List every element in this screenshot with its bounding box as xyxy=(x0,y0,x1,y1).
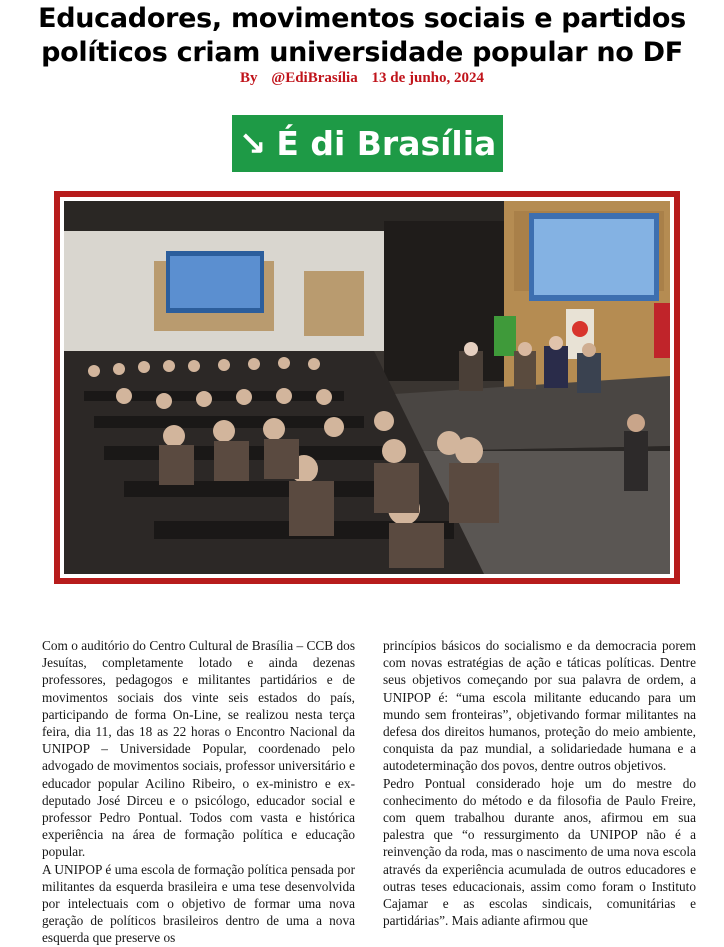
byline-prefix: By xyxy=(239,70,258,86)
paragraph: princípios básicos do socialismo e da democracia porem com novas estratégias de ação e táticas políticas. Dentre seus objetivos começando por sua palavra de ordem, a UNIPOP é: “uma escola militante educando para um mundo sem fronteiras”, objetivando formar militantes na defesa dos direitos humanos, proteção do meio ambiente, conquista da paz mundial, a solidariedade humana e a autodeterminação dos povos, dentre outros objetivos. xyxy=(383,638,696,774)
article-title xyxy=(0,2,724,70)
auditorium-photo xyxy=(64,201,670,574)
article-column-right xyxy=(383,637,696,929)
title-line-2: políticos criam universidade popular no DF xyxy=(41,37,683,68)
publish-date: 13 de junho, 2024 xyxy=(371,70,485,86)
publication-logo xyxy=(232,115,503,172)
arrow-down-right-icon: ↘ xyxy=(238,124,267,163)
article-column-left xyxy=(42,637,355,947)
paragraph: Pedro Pontual considerado hoje um do mestre do conhecimento do método e da filosofia de Paulo Freire, com quem trabalhou durante anos, afirmou em sua palestra que “o ressurgimento da UNIPOP não é a reinvenção da roda, mas o nascimento de uma nova escola através da experiência acumulada de outros educadores e outras teses educacionais, assim como foram o Instituto Cajamar e as escolas sindicais, comunitárias e partidárias”. Mais adiante afirmou que xyxy=(383,775,696,929)
author-link[interactable]: @EdiBrasília xyxy=(271,70,358,86)
logo-text: É di Brasília xyxy=(276,124,497,163)
paragraph: Com o auditório do Centro Cultural de Brasília – CCB dos Jesuítas, completamente lotado e ainda dezenas professores, pedagogos e militantes partidários e de movimentos sociais dos vinte seis estados do país, participando de forma On-Line, se realizou nesta terça feira, dia 11, das 18 as 22 horas o Encontro Nacional da UNIPOP – Universidade Popular, coordenado pelo advogado de movimentos sociais, professor universitário e educador popular Acilino Ribeiro, o ex-ministro e ex-deputado José Dirceu e o psicólogo, educador social e professor Pedro Pontual. Todos com vasta e histórica experiência na área de formação política e educação popular. xyxy=(42,638,355,860)
photo-frame xyxy=(54,191,680,584)
paragraph: A UNIPOP é uma escola de formação política pensada por militantes da esquerda brasileira e uma tese desenvolvida por intelectuais com o objetivo de formar uma nova geração de políticos brasileiros dentro de uma a nova esquerda que preserve os xyxy=(42,861,355,946)
title-line-1: Educadores, movimentos sociais e partidos xyxy=(38,3,686,34)
byline xyxy=(0,70,724,87)
